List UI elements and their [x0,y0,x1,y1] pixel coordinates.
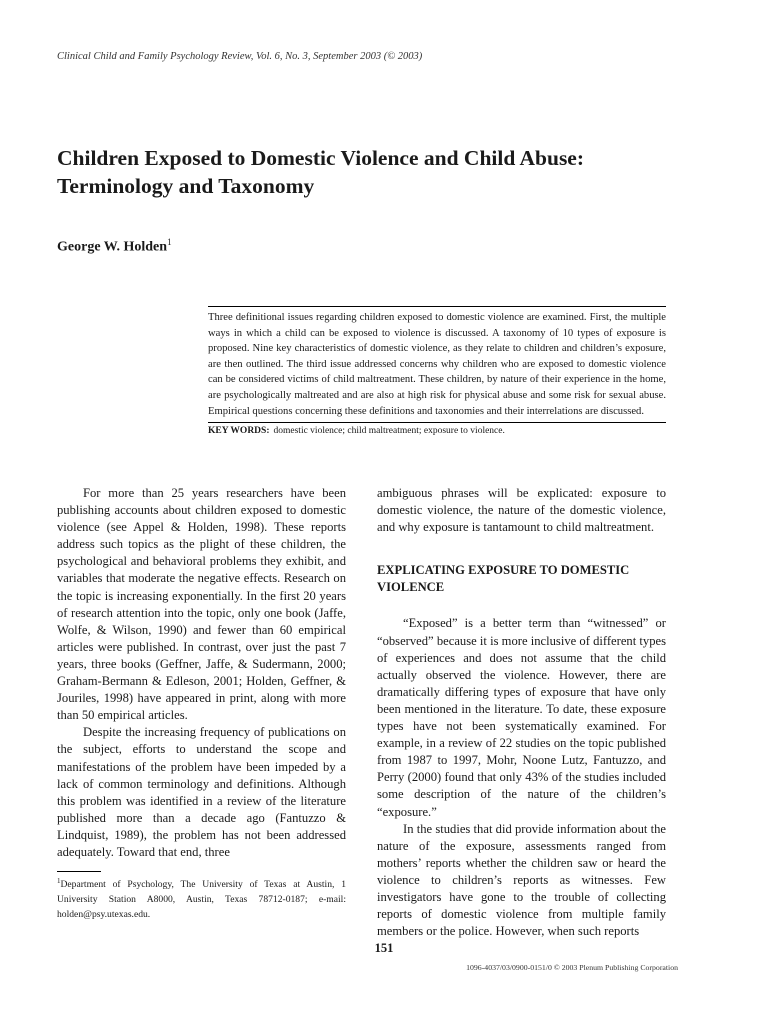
body-paragraph: For more than 25 years researchers have been publishing accounts about children exposed to domestic violence (see Appel & Holden, 1998). These reports address such topics as the plight of these children, the psychological and behavioral problems they exhibit, and variables that moderate the negative effects. Research on the topic is increasing exponentially. In the first 20 years of research attention into the topic, only one book (Jaffe, Wolfe, & Wilson, 1990) and fewer than 60 empirical articles were published. In contrast, over just the past 7 years, three books (Geffner, Jaffe, & Sudermann, 2000; Graham-Bermann & Edleson, 2001; Holden, Geffner, & Jouriles, 1998) have appeared in print, along with more than 50 empirical articles. [57,486,346,723]
keywords-label: KEY WORDS: [208,426,270,437]
footnote-text: Department of Psychology, The University of Texas at Austin, 1 University Station A8000, Austin, Texas 78712-0187; e-mail: holden@psy.utexas.edu. [57,879,346,921]
body-paragraph: Despite the increasing frequency of publications on the subject, efforts to understand the scope and manifestations of the problem have been impeded by a lack of common terminology and definitions. Although this problem was identified in a review of the literature published more than a decade ago (Fantuzzo & Lindquist, 1989), the problem has not been addressed adequately. Toward that end, three [57,725,346,859]
author-line [57,237,172,256]
body-column-left [57,485,346,861]
author-footnote-mark: 1 [167,237,172,247]
abstract-text: Three definitional issues regarding children exposed to domestic violence are examined. First, the multiple ways in which a child can be exposed to violence is discussed. A taxonomy of 10 types of exposure is proposed. Nine key characteristics of domestic violence, as they relate to children and children’s exposure, are then outlined. The third issue addressed concerns why children who are exposed to domestic violence can be considered victims of child maltreatment. These children, by nature of their experience in the home, are psychologically maltreated and are also at high risk for physical abuse and some risk for sexual abuse. Empirical questions concerning these definitions and taxonomies and their interrelations are discussed. [208,307,666,423]
body-column-right [377,485,666,940]
footnote-divider [57,871,101,872]
page-number: 151 [374,941,394,955]
body-paragraph: ambiguous phrases will be explicated: exposure to domestic violence, the nature of the domestic violence, and why exposure is tantamount to child maltreatment. [377,486,666,535]
keywords-line [208,423,666,436]
author-name: George W. Holden [57,239,168,255]
keywords-text: domestic violence; child maltreatment; exposure to violence. [273,426,505,437]
journal-citation: Clinical Child and Family Psychology Review, Vol. 6, No. 3, September 2003 (© 2003) [57,51,423,62]
footnote-mark: 1 [57,877,61,885]
footnote [57,874,346,922]
body-paragraph: In the studies that did provide information about the nature of the exposure, assessments ranged from mothers’ reports whether the children saw or heard the violence to children’s reports as witnesses. Few investigators have gone to the trouble of collecting reports of domestic violence from multiple family members or the police. However, when such reports [377,821,666,939]
abstract-block [208,306,666,436]
article-title: Children Exposed to Domestic Violence and Child Abuse: Terminology and Taxonomy [57,146,585,198]
section-heading: EXPLICATING EXPOSURE TO DOMESTIC VIOLENCE [377,563,630,595]
body-paragraph: “Exposed” is a better term than “witnessed” or “observed” because it is more inclusive of different types of experiences and does not assume that the child actually observed the violence. However, there are dramatically differing types of exposure that have only been mentioned in the literature. To date, these exposure types have not been systematically examined. For example, in a review of 22 studies on the topic published from 1987 to 1997, Mohr, Noone Lutz, Fantuzzo, and Perry (2000) found that only 43% of the studies included some description of the nature of the children’s “exposure.” [377,616,666,819]
copyright-line: 1096-4037/03/0900-0151/0 © 2003 Plenum Publishing Corporation [466,963,678,972]
